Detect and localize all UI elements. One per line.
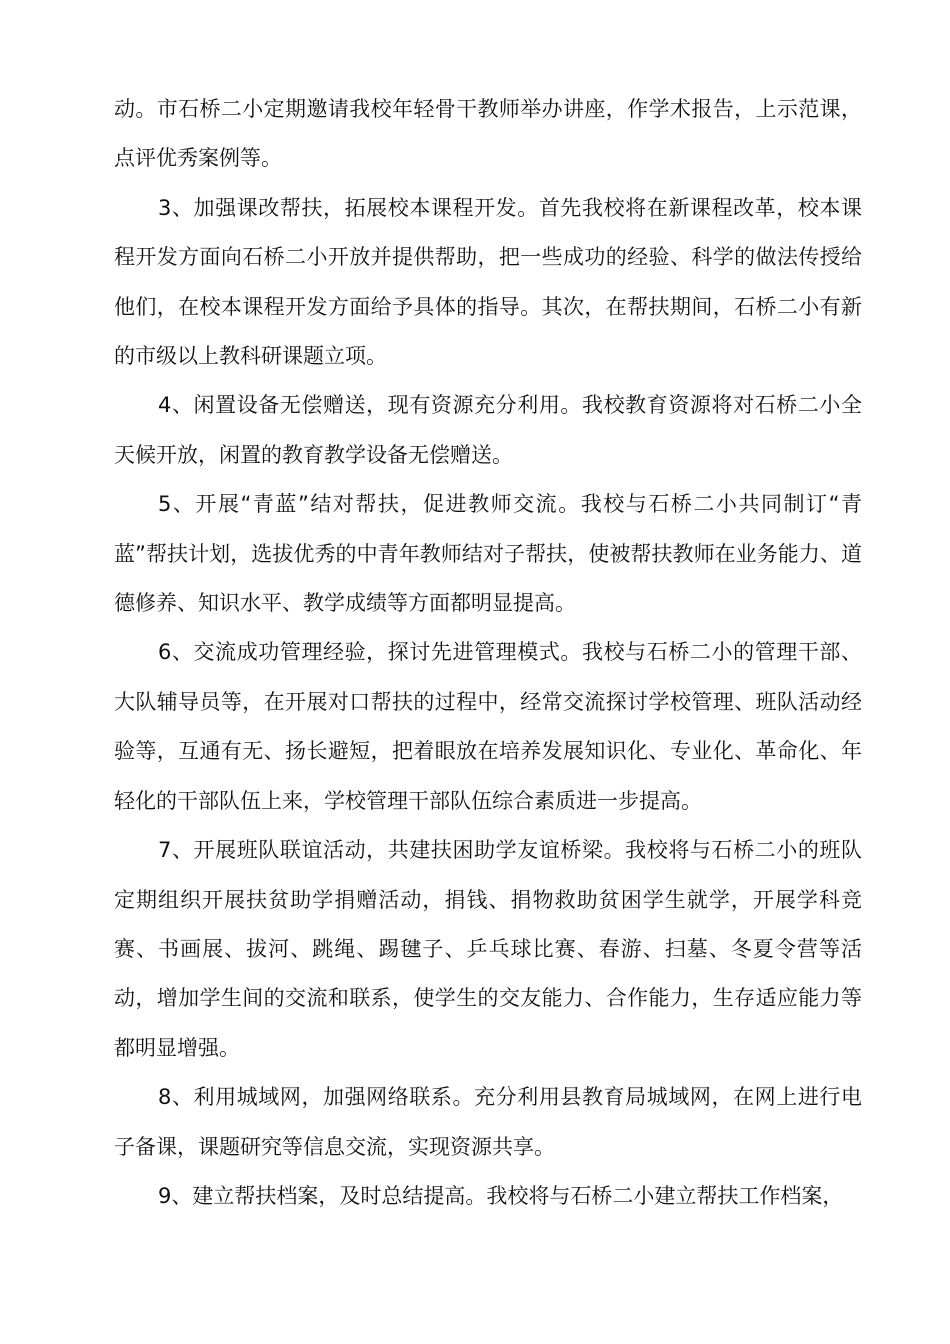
paragraph-item-6: 6、交流成功管理经验，探讨先进管理模式。我校与石桥二小的管理干部、大队辅导员等，在开展对口帮扶的过程中，经常交流探讨学校管理、班队活动经验等，互通有无、扬长避短，把着眼放在培养发展知识化、专业化、革命化、年轻化的干部队伍上来，学校管理干部队伍综合素质进一步提高。 [114,640,862,813]
document-page [114,85,862,1221]
paragraph-item-9: 9、建立帮扶档案，及时总结提高。我校将与石桥二小建立帮扶工作档案， [158,1183,844,1208]
paragraph-item-3: 3、加强课改帮扶，拓展校本课程开发。首先我校将在新课程改革，校本课程开发方面向石桥二小开放并提供帮助，把一些成功的经验、科学的做法传授给他们，在校本课程开发方面给予具体的指导。其次，在帮扶期间，石桥二小有新的市级以上教科研课题立项。 [114,195,862,369]
paragraph-continued: 动。市石桥二小定期邀请我校年轻骨干教师举办讲座，作学术报告，上示范课，点评优秀案例等。 [114,97,862,171]
paragraph-item-7: 7、开展班队联谊活动，共建扶困助学友谊桥梁。我校将与石桥二小的班队定期组织开展扶贫助学捐赠活动，捐钱、捐物救助贫困学生就学，开展学科竞赛、书画展、拔河、跳绳、踢毽子、乒乓球比赛、春游、扫墓、冬夏令营等活动，增加学生间的交流和联系，使学生的交友能力、合作能力，生存适应能力等都明显增强。 [114,838,862,1060]
paragraph-item-4: 4、闲置设备无偿赠送，现有资源充分利用。我校教育资源将对石桥二小全天候开放，闲置的教育教学设备无偿赠送。 [114,393,862,467]
paragraph-item-8: 8、利用城域网，加强网络联系。充分利用县教育局城域网，在网上进行电子备课，课题研究等信息交流，实现资源共享。 [114,1085,862,1159]
paragraph-item-5: 5、开展“青蓝”结对帮扶，促进教师交流。我校与石桥二小共同制订“青蓝”帮扶计划，选拔优秀的中青年教师结对子帮扶，使被帮扶教师在业务能力、道德修养、知识水平、教学成绩等方面都明显提高。 [114,492,862,616]
